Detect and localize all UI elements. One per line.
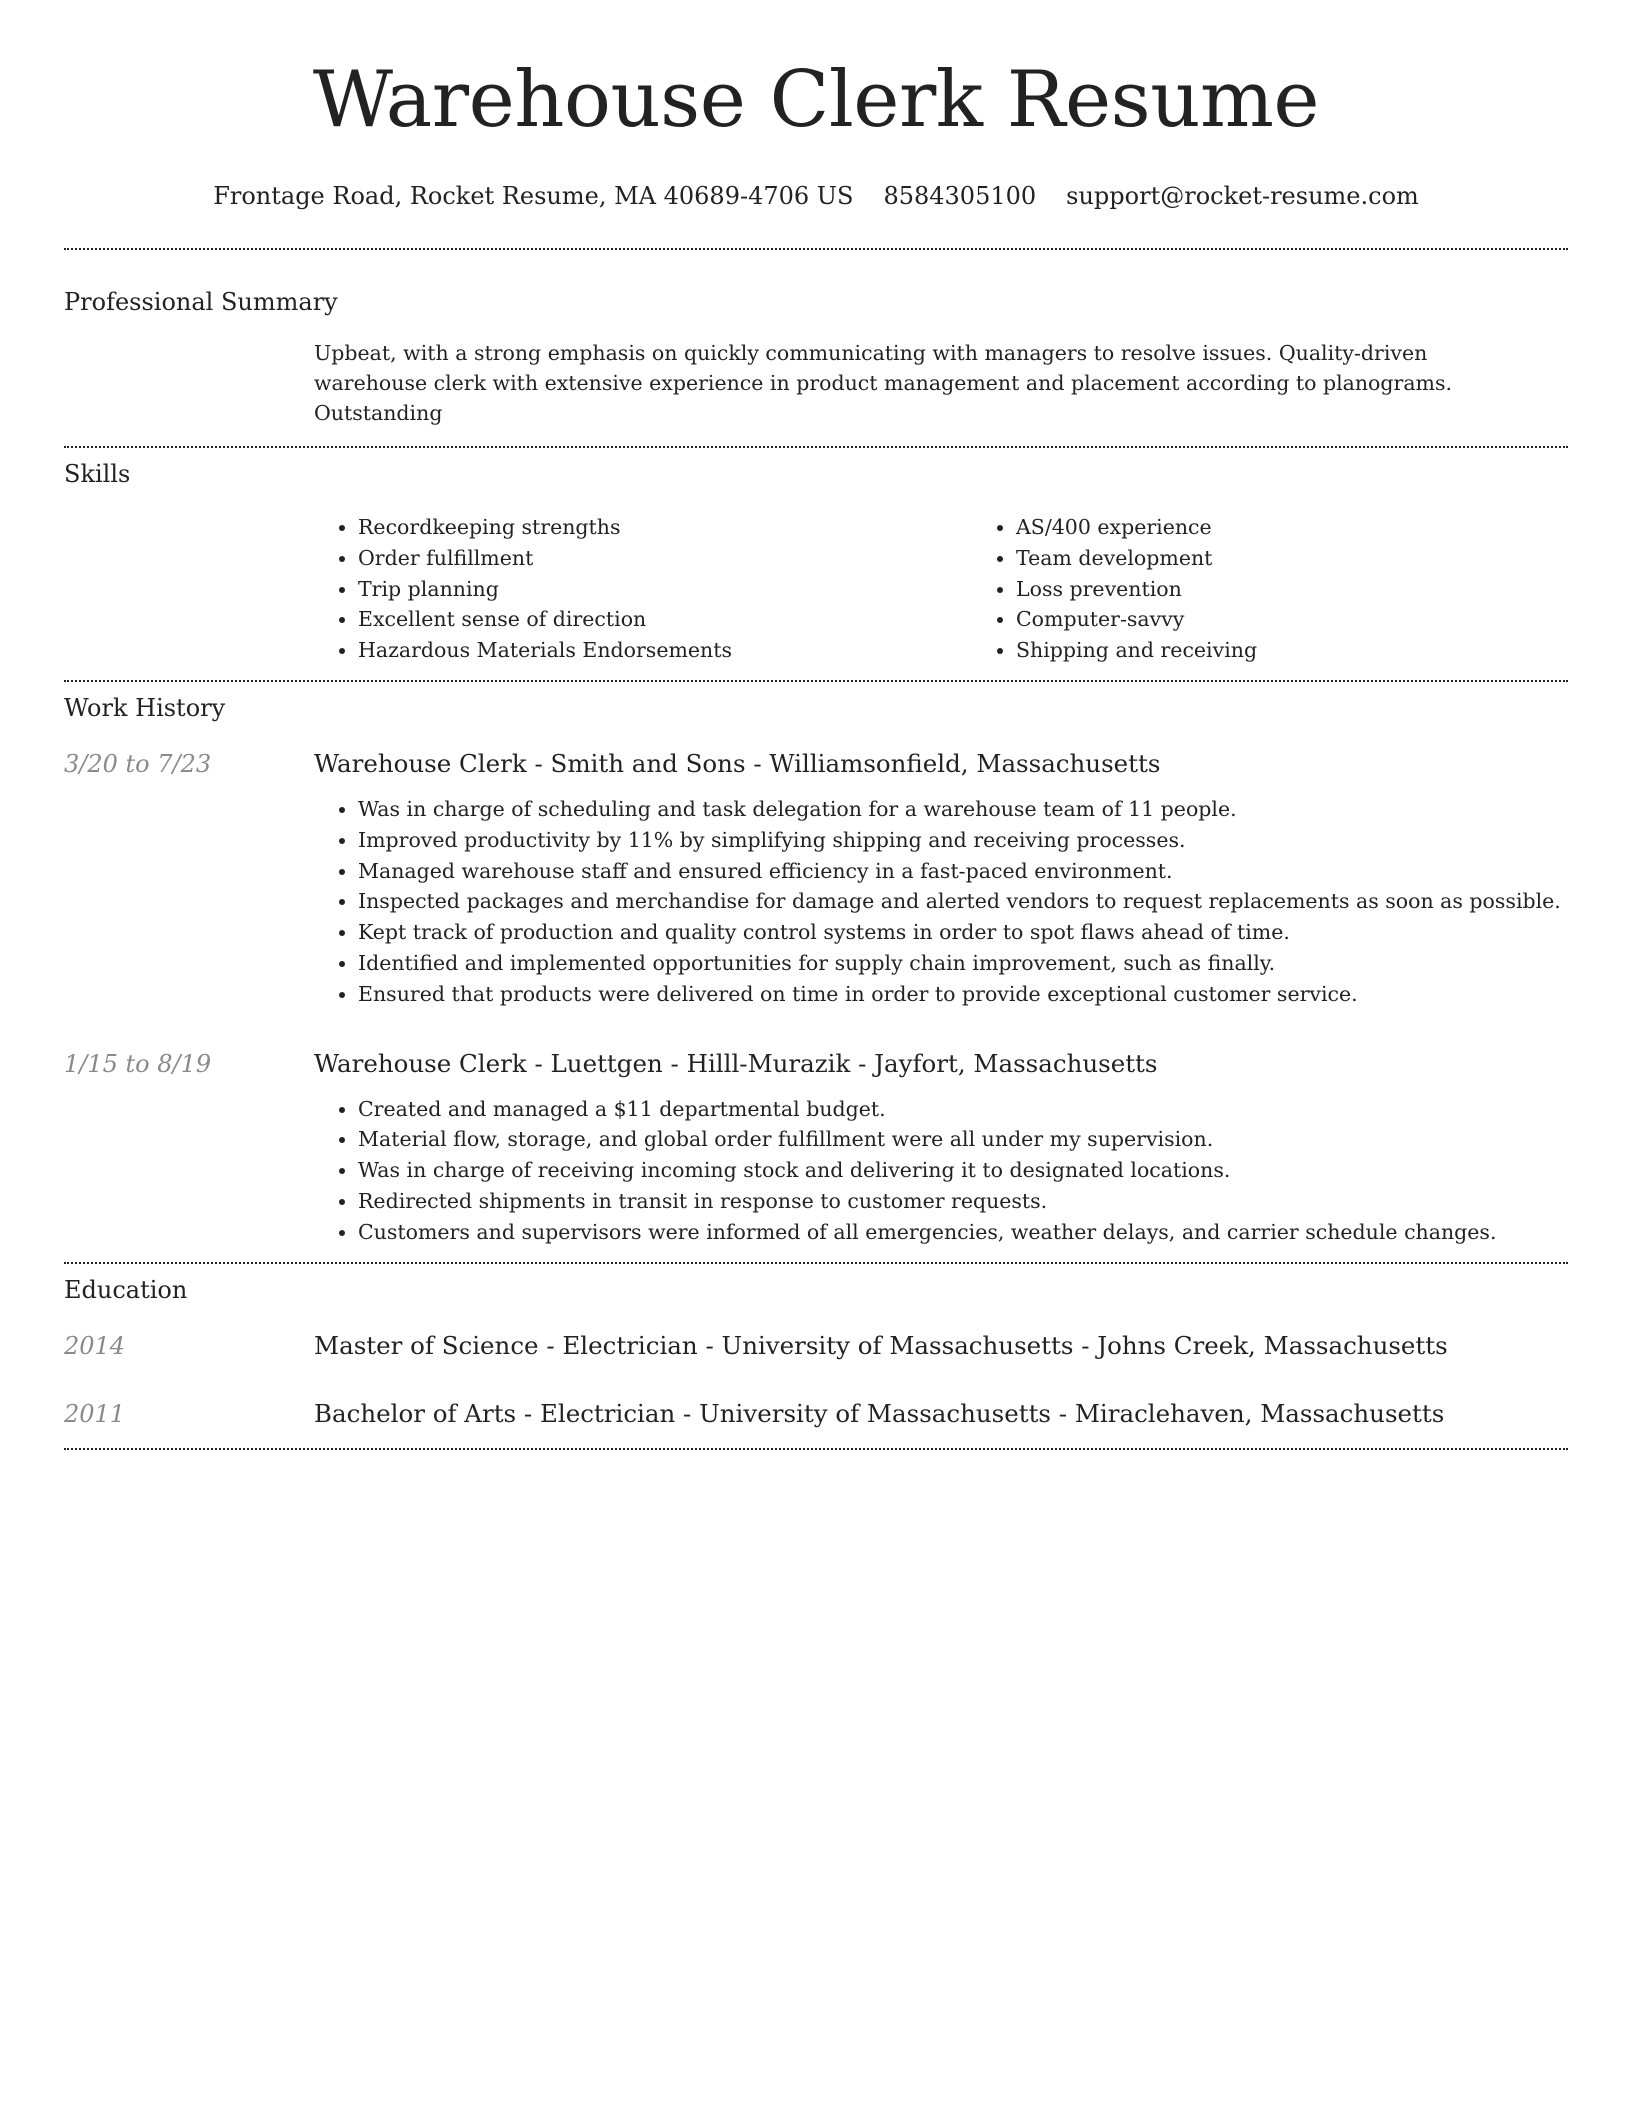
skills-heading: Skills [64,460,131,488]
job-bullet: • Ensured that products were delivered on time in order to provide exceptional customer service. [358,979,1568,1010]
job-bullets [314,794,1568,1010]
job-bullets [314,1094,1568,1248]
contact-address: Frontage Road, Rocket Resume, MA 40689-4706 US [213,182,854,210]
skills-section [64,448,1568,680]
skill-item: • Trip planning [358,574,972,605]
job-bullet: • Kept track of production and quality control systems in order to spot flaws ahead of time. [358,917,1568,948]
education-line: Master of Science - Electrician - University of Massachusetts - Johns Creek, Massachusetts [314,1330,1448,1360]
job-bullet: • Inspected packages and merchandise for damage and alerted vendors to request replacements as soon as possible. [358,886,1568,917]
education-heading: Education [64,1275,188,1304]
summary-text: Upbeat, with a strong emphasis on quickly communicating with managers to resolve issues. Quality-driven warehouse clerk with extensive experience in product management and placement according to planograms. Outstanding [314,341,1453,425]
education-line: Bachelor of Arts - Electrician - University of Massachusetts - Miraclehaven, Massachusetts [314,1398,1445,1428]
summary-heading: Professional Summary [64,288,338,316]
education-school: University of Massachusetts - Johns Creek, Massachusetts [721,1330,1448,1360]
education-degree: Master of Science - Electrician [314,1330,698,1360]
contact-email: support@rocket-resume.com [1066,182,1419,210]
skill-item: • Order fulfillment [358,543,972,574]
education-degree: Bachelor of Arts - Electrician [314,1398,676,1428]
work-section [64,682,1568,1262]
job-bullet: • Material flow, storage, and global order fulfillment were all under my supervision. [358,1124,1568,1155]
contact-phone: 8584305100 [883,182,1037,210]
education-school: University of Massachusetts - Miraclehaven, Massachusetts [699,1398,1445,1428]
job-bullet: • Was in charge of scheduling and task delegation for a warehouse team of 11 people. [358,794,1568,825]
resume-title: Warehouse Clerk Resume [312,55,1320,145]
skill-item: • Recordkeeping strengths [358,512,972,543]
education-entry [64,1398,1568,1430]
skill-item: • Hazardous Materials Endorsements [358,635,972,666]
work-heading: Work History [64,693,226,722]
education-year: 2014 [64,1331,126,1360]
section-divider [64,1448,1568,1450]
skill-item: • Excellent sense of direction [358,604,972,635]
summary-section [64,250,1568,446]
job-bullet: • Was in charge of receiving incoming stock and delivering it to designated locations. [358,1155,1568,1186]
job-bullet: • Created and managed a $11 departmental budget. [358,1094,1568,1125]
job-bullet: • Managed warehouse staff and ensured efficiency in a fast-paced environment. [358,856,1568,887]
contact-line [64,180,1568,212]
skill-item: • Computer-savvy [1016,604,1630,635]
skill-item: • Shipping and receiving [1016,635,1630,666]
skill-item: • Loss prevention [1016,574,1630,605]
job-entry [64,1048,1568,1248]
job-title: Warehouse Clerk - Luettgen - Hilll-Murazik - Jayfort, Massachusetts [314,1048,1158,1078]
skills-columns [314,512,1630,666]
job-dates: 1/15 to 8/19 [64,1049,212,1078]
skills-list-left [314,512,972,666]
education-entry [64,1330,1568,1362]
job-bullet: • Redirected shipments in transit in response to customer requests. [358,1186,1568,1217]
job-title: Warehouse Clerk - Smith and Sons - Williamsonfield, Massachusetts [314,748,1161,778]
job-bullet: • Customers and supervisors were informed of all emergencies, weather delays, and carrier schedule changes. [358,1217,1568,1248]
skill-item: • AS/400 experience [1016,512,1630,543]
education-year: 2011 [64,1399,126,1428]
job-dates: 3/20 to 7/23 [64,749,212,778]
job-entry [64,748,1568,1010]
skills-list-right [972,512,1630,666]
education-section [64,1264,1568,1448]
job-bullet: • Improved productivity by 11% by simplifying shipping and receiving processes. [358,825,1568,856]
skill-item: • Team development [1016,543,1630,574]
job-bullet: • Identified and implemented opportunities for supply chain improvement, such as finally. [358,948,1568,979]
resume-header [64,0,1568,212]
